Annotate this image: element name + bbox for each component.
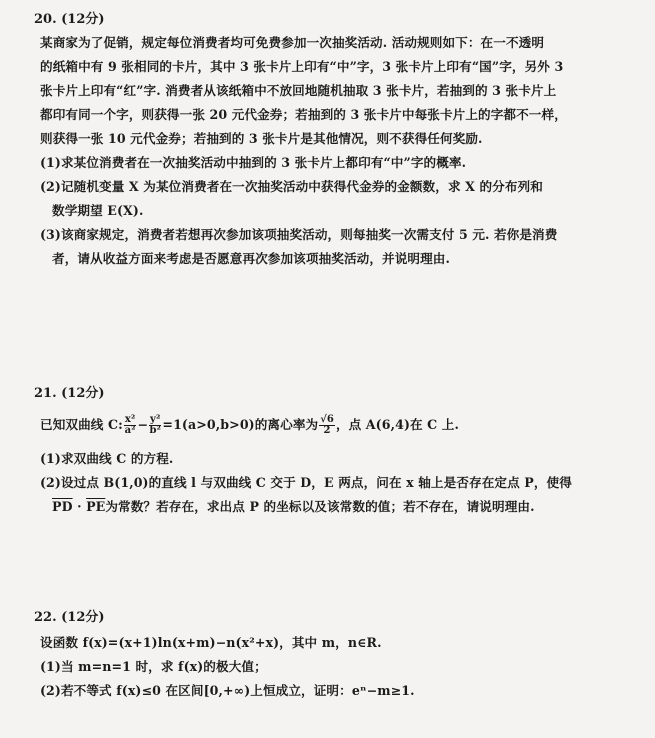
question-21-part-2-cont — [52, 496, 535, 515]
denominator: 2 — [323, 425, 331, 436]
question-20-part-2: (2)记随机变量 X 为某位消费者在一次抽奖活动中获得代金券的金额数，求 X 的分布列和 — [40, 179, 543, 194]
denominator: a² — [124, 425, 136, 436]
statement-text: 已知双曲线 C: — [40, 417, 123, 432]
eccentricity-fraction — [319, 415, 335, 436]
minus-sign: − — [137, 417, 149, 432]
vector-pd: $\overline{PD}$ — [52, 499, 73, 514]
question-21-part-2: (2)设过点 B(1,0)的直线 l 与双曲线 C 交于 D，E 两点，问在 x 轴上是否存在定点 P，使得 — [40, 475, 572, 490]
question-20-part-2-cont: 数学期望 E(X). — [52, 203, 144, 218]
statement-text: 为常数？若存在，求出点 P 的坐标以及该常数的值；若不存在，请说明理由. — [105, 499, 535, 514]
question-22-part-2: (2)若不等式 f(x)≤0 在区间[0,+∞)上恒成立，证明：eⁿ−m≥1. — [40, 683, 415, 698]
question-20-line: 某商家为了促销，规定每位消费者均可免费参加一次抽奖活动. 活动规则如下：在一不透明 — [40, 35, 545, 50]
y-fraction — [149, 415, 161, 436]
numerator: y² — [150, 414, 161, 425]
question-22-number: 22. (12分) — [34, 610, 105, 625]
question-20-line: 都印有同一个字，则获得一张 20 元代金券；若抽到的 3 张卡片中每张卡片上的字都不一样， — [40, 107, 567, 122]
x-fraction — [124, 415, 137, 436]
denominator: b² — [149, 425, 162, 436]
question-21-part-1: (1)求双曲线 C 的方程. — [40, 451, 174, 466]
question-21-statement — [40, 414, 459, 436]
question-21-number: 21. (12分) — [34, 386, 105, 401]
question-22-part-1: (1)当 m=n=1 时，求 f(x)的极大值； — [40, 659, 267, 674]
dot-operator: · — [72, 499, 87, 514]
question-20-line: 张卡片上印有“红”字. 消费者从该纸箱中不放回地随机抽取 3 张卡片，若抽到的 3 张卡片上 — [40, 83, 557, 98]
question-20-part-1: (1)求某位消费者在一次抽奖活动中抽到的 3 张卡片上都印有“中”字的概率. — [40, 155, 467, 170]
question-20-part-3-cont: 者，请从收益方面来考虑是否愿意再次参加该项抽奖活动，并说明理由. — [52, 251, 450, 266]
statement-text: ，点 A(6,4)在 C 上. — [335, 417, 459, 432]
numerator: x² — [124, 414, 136, 425]
question-20-part-3: (3)该商家规定，消费者若想再次参加该项抽奖活动，则每抽奖一次需支付 5 元. 若你是消费 — [40, 227, 558, 242]
question-20-line: 则获得一张 10 元代金券；若抽到的 3 张卡片是其他情况，则不获得任何奖励. — [40, 131, 483, 146]
question-22-statement: 设函数 f(x)=(x+1)ln(x+m)−n(x²+x)，其中 m，n∈R. — [40, 635, 382, 650]
numerator: √6 — [320, 414, 334, 425]
question-20-line: 的纸箱中有 9 张相同的卡片，其中 3 张卡片上印有“中”字，3 张卡片上印有“国”字，另外 3 — [40, 59, 564, 74]
statement-text: =1(a>0,b>0)的离心率为 — [162, 417, 319, 432]
question-20-number: 20. (12分) — [34, 12, 105, 27]
vector-pe: $\overline{PE}$ — [86, 499, 106, 514]
